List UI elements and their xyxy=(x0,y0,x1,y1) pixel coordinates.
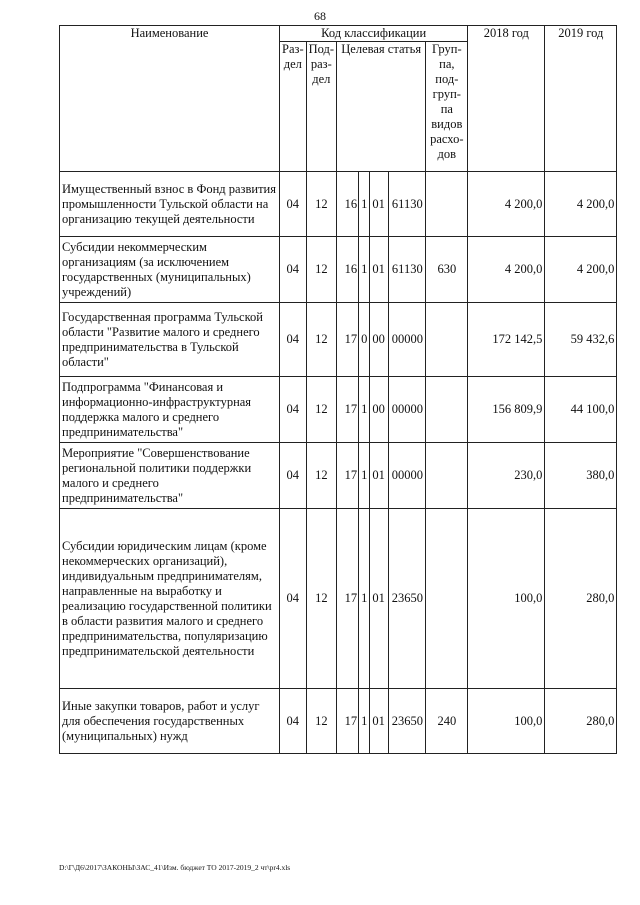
footer-file-path: D:\Г\Д6\2017\ЗАКОНЫ\ЗАС_41\Изм. бюджет ТО 2017-2019_2 чт\pr4.xls xyxy=(59,863,291,872)
row-amount-2019: 4 200,0 xyxy=(545,237,617,303)
row-subsection: 12 xyxy=(306,377,336,443)
budget-table xyxy=(59,25,617,754)
row-amount-2019: 44 100,0 xyxy=(545,377,617,443)
header-section: Раз- дел xyxy=(280,42,307,172)
row-section: 04 xyxy=(280,377,307,443)
row-section: 04 xyxy=(280,237,307,303)
row-target-event: 00 xyxy=(370,377,389,443)
row-expense-group: 240 xyxy=(426,689,468,754)
row-amount-2019: 380,0 xyxy=(545,443,617,509)
row-subsection: 12 xyxy=(306,172,336,237)
row-section: 04 xyxy=(280,443,307,509)
row-section: 04 xyxy=(280,509,307,689)
row-subsection: 12 xyxy=(306,237,336,303)
row-amount-2019: 4 200,0 xyxy=(545,172,617,237)
row-subsection: 12 xyxy=(306,303,336,377)
table-row xyxy=(60,172,617,237)
row-subsection: 12 xyxy=(306,443,336,509)
row-target-subprogram: 1 xyxy=(359,689,370,754)
row-target-event: 01 xyxy=(370,689,389,754)
row-amount-2019: 280,0 xyxy=(545,509,617,689)
row-name: Субсидии юридическим лицам (кроме некоммерческих организаций), индивидуальным предпринимателям, направленные на выработку и реализацию государственной политики в области развития малого и среднего предпринимательства, популяризацию предпринимательской деятельности xyxy=(60,509,280,689)
row-target-program: 17 xyxy=(337,689,359,754)
header-name: Наименование xyxy=(60,26,280,172)
row-subsection: 12 xyxy=(306,689,336,754)
row-target-event: 01 xyxy=(370,509,389,689)
row-target-direction: 00000 xyxy=(389,303,426,377)
table-row xyxy=(60,377,617,443)
row-amount-2018: 100,0 xyxy=(468,689,545,754)
row-target-event: 01 xyxy=(370,172,389,237)
row-target-subprogram: 1 xyxy=(359,172,370,237)
table-body xyxy=(60,172,617,754)
row-target-direction: 61130 xyxy=(389,172,426,237)
row-amount-2018: 4 200,0 xyxy=(468,172,545,237)
table-row xyxy=(60,237,617,303)
row-amount-2018: 100,0 xyxy=(468,509,545,689)
row-target-direction: 23650 xyxy=(389,509,426,689)
row-expense-group xyxy=(426,172,468,237)
row-name: Субсидии некоммерческим организациям (за исключением государственных (муниципальных) учреждений) xyxy=(60,237,280,303)
row-target-direction: 00000 xyxy=(389,443,426,509)
table-row xyxy=(60,443,617,509)
row-target-subprogram: 1 xyxy=(359,237,370,303)
row-target-program: 17 xyxy=(337,509,359,689)
table-row xyxy=(60,303,617,377)
row-target-subprogram: 1 xyxy=(359,509,370,689)
row-expense-group xyxy=(426,377,468,443)
row-target-program: 17 xyxy=(337,377,359,443)
row-target-program: 17 xyxy=(337,443,359,509)
row-target-direction: 61130 xyxy=(389,237,426,303)
row-amount-2018: 230,0 xyxy=(468,443,545,509)
table-row xyxy=(60,689,617,754)
header-target-article: Целевая статья xyxy=(337,42,426,172)
row-amount-2019: 59 432,6 xyxy=(545,303,617,377)
row-target-program: 16 xyxy=(337,172,359,237)
page-number: 68 xyxy=(314,9,326,23)
row-target-event: 01 xyxy=(370,443,389,509)
row-amount-2019: 280,0 xyxy=(545,689,617,754)
header-code-group: Код классификации xyxy=(280,26,468,42)
row-name: Мероприятие "Совершенствование региональной политики поддержки малого и среднего предпринимательства" xyxy=(60,443,280,509)
row-target-direction: 00000 xyxy=(389,377,426,443)
row-name: Государственная программа Тульской области "Развитие малого и среднего предпринимательства в Тульской области" xyxy=(60,303,280,377)
row-target-subprogram: 1 xyxy=(359,443,370,509)
row-target-event: 01 xyxy=(370,237,389,303)
row-section: 04 xyxy=(280,172,307,237)
row-target-program: 16 xyxy=(337,237,359,303)
row-expense-group: 630 xyxy=(426,237,468,303)
header-year-2019: 2019 год xyxy=(545,26,617,172)
header-subsection: Под- раз- дел xyxy=(306,42,336,172)
row-name: Имущественный взнос в Фонд развития промышленности Тульской области на организацию текущей деятельности xyxy=(60,172,280,237)
row-expense-group xyxy=(426,303,468,377)
row-expense-group xyxy=(426,509,468,689)
row-target-direction: 23650 xyxy=(389,689,426,754)
row-target-event: 00 xyxy=(370,303,389,377)
row-target-subprogram: 1 xyxy=(359,377,370,443)
header-year-2018: 2018 год xyxy=(468,26,545,172)
row-name: Подпрограмма "Финансовая и информационно-инфраструктурная поддержка малого и среднего предпринимательства" xyxy=(60,377,280,443)
row-section: 04 xyxy=(280,303,307,377)
row-amount-2018: 4 200,0 xyxy=(468,237,545,303)
table-row xyxy=(60,509,617,689)
row-target-subprogram: 0 xyxy=(359,303,370,377)
row-expense-group xyxy=(426,443,468,509)
row-target-program: 17 xyxy=(337,303,359,377)
row-amount-2018: 172 142,5 xyxy=(468,303,545,377)
row-subsection: 12 xyxy=(306,509,336,689)
row-amount-2018: 156 809,9 xyxy=(468,377,545,443)
row-section: 04 xyxy=(280,689,307,754)
row-name: Иные закупки товаров, работ и услуг для обеспечения государственных (муниципальных) нужд xyxy=(60,689,280,754)
header-expense-group: Груп- па, под- груп- па видов расхо- дов xyxy=(426,42,468,172)
